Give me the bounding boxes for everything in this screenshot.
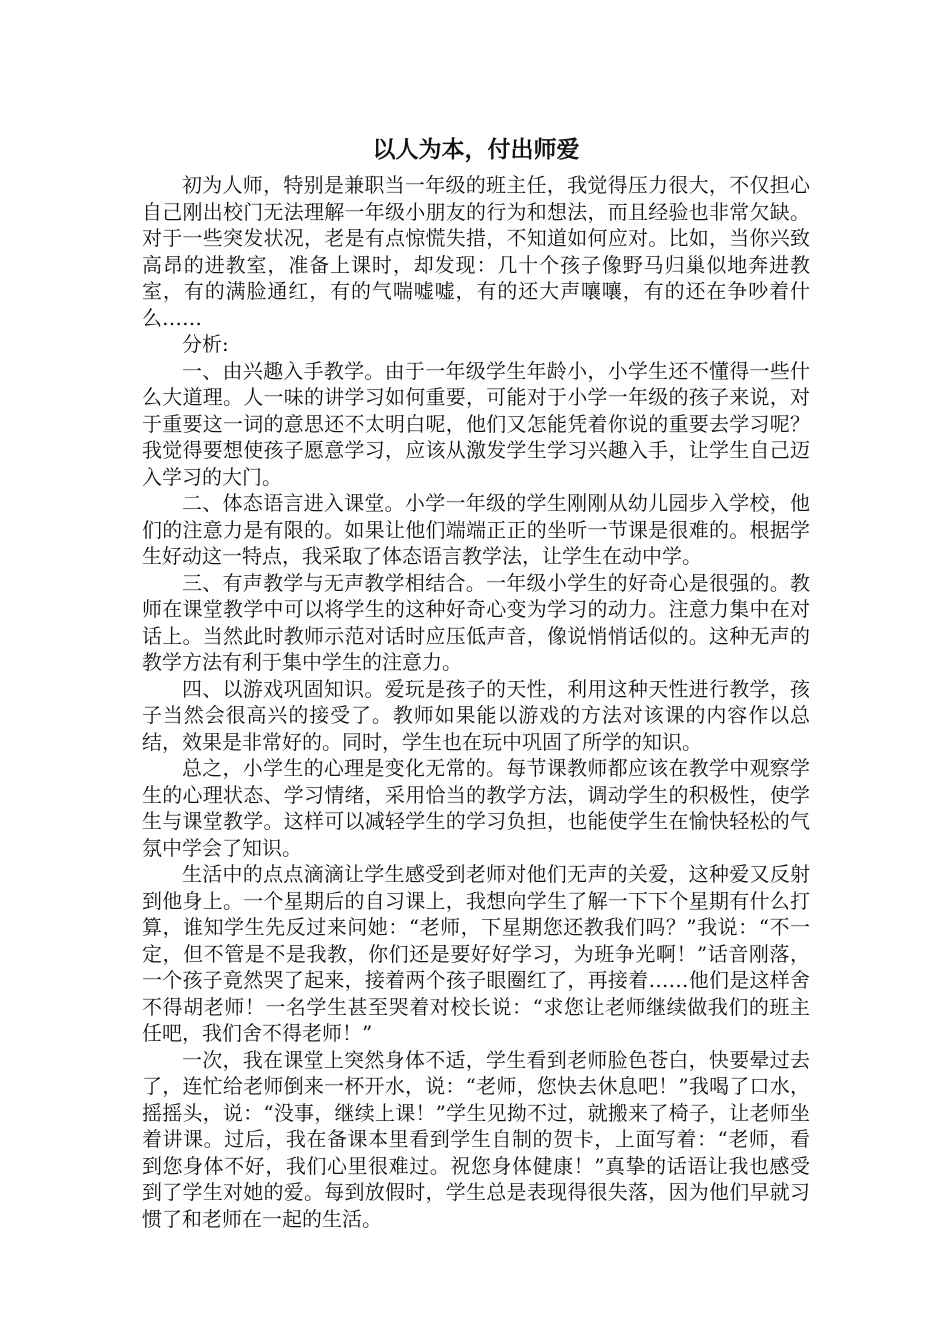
paragraph-story-2: 一次，我在课堂上突然身体不适，学生看到老师脸色苍白，快要晕过去了，连忙给老师倒来一杯开水，说：“老师，您快去休息吧！”我喝了口水，摇摇头，说：“没事，继续上课！”学生见拗不过，就搬来了椅子，让老师坐着讲课。过后，我在备课本里看到学生自制的贺卡，上面写着：“老师，看到您身体不好，我们心里很难过。祝您身体健康！”真挚的话语让我也感受到了学生对她的爱。每到放假时，学生总是表现得很失落，因为他们早就习惯了和老师在一起的生活。: [142, 1047, 810, 1231]
paragraph-story-1: 生活中的点点滴滴让学生感受到老师对他们无声的关爱，这种爱又反射到他身上。一个星期后的自习课上，我想向学生了解一下下个星期有什么打算，谁知学生先反过来问她：“老师，下星期您还教我们吗？”我说：“不一定，但不管是不是我教，你们还是要好好学习，为班争光啊！”话音刚落，一个孩子竟然哭了起来，接着两个孩子眼圈红了，再接着……他们是这样舍不得胡老师！一名学生甚至哭着对校长说：“求您让老师继续做我们的班主任吧，我们舍不得老师！”: [142, 862, 810, 1045]
paragraph-point-2: 二、体态语言进入课堂。小学一年级的学生刚刚从幼儿园步入学校，他们的注意力是有限的。如果让他们端端正正的坐听一节课是很难的。根据学生好动这一特点，我采取了体态语言教学法，让学生在动中学。: [142, 491, 810, 568]
paragraph-point-4: 四、以游戏巩固知识。爱玩是孩子的天性，利用这种天性进行教学，孩子当然会很高兴的接受了。教师如果能以游戏的方法对该课的内容作以总结，效果是非常好的。同时，学生也在玩中巩固了所学的知识。: [142, 676, 810, 754]
paragraph-point-1: 一、由兴趣入手教学。由于一年级学生年龄小，小学生还不懂得一些什么大道理。人一味的讲学习如何重要，可能对于小学一年级的孩子来说，对于重要这一词的意思还不太明白呢，他们又怎能凭着你说的重要去学习呢？我觉得要想使孩子愿意学习，应该从激发学生学习兴趣入手，让学生自己迈入学习的大门。: [142, 358, 810, 489]
document-title: 以人为本，付出师爱: [372, 136, 580, 163]
document-page: [142, 130, 810, 1232]
paragraph-point-3: 三、有声教学与无声教学相结合。一年级小学生的好奇心是很强的。教师在课堂教学中可以将学生的这种好奇心变为学习的动力。注意力集中在对话上。当然此时教师示范对话时应压低声音，像说悄悄话似的。这种无声的教学方法有利于集中学生的注意力。: [142, 570, 810, 674]
paragraph-summary: 总之，小学生的心理是变化无常的。每节课教师都应该在教学中观察学生的心理状态、学习情绪，采用恰当的教学方法，调动学生的积极性，使学生与课堂教学。这样可以减轻学生的学习负担，也能使学生在愉快轻松的气氛中学会了知识。: [142, 756, 810, 860]
paragraph-intro: 初为人师，特别是兼职当一年级的班主任，我觉得压力很大，不仅担心自己刚出校门无法理解一年级小朋友的行为和想法，而且经验也非常欠缺。对于一些突发状况，老是有点惊慌失措，不知道如何应对。比如，当你兴致高昂的进教室，准备上课时，却发现：几十个孩子像野马归巢似地奔进教室，有的满脸通红，有的气喘嘘嘘，有的还大声嚷嚷，有的还在争吵着什么……: [142, 173, 810, 330]
paragraph-analysis-heading: 分析:: [182, 332, 229, 356]
